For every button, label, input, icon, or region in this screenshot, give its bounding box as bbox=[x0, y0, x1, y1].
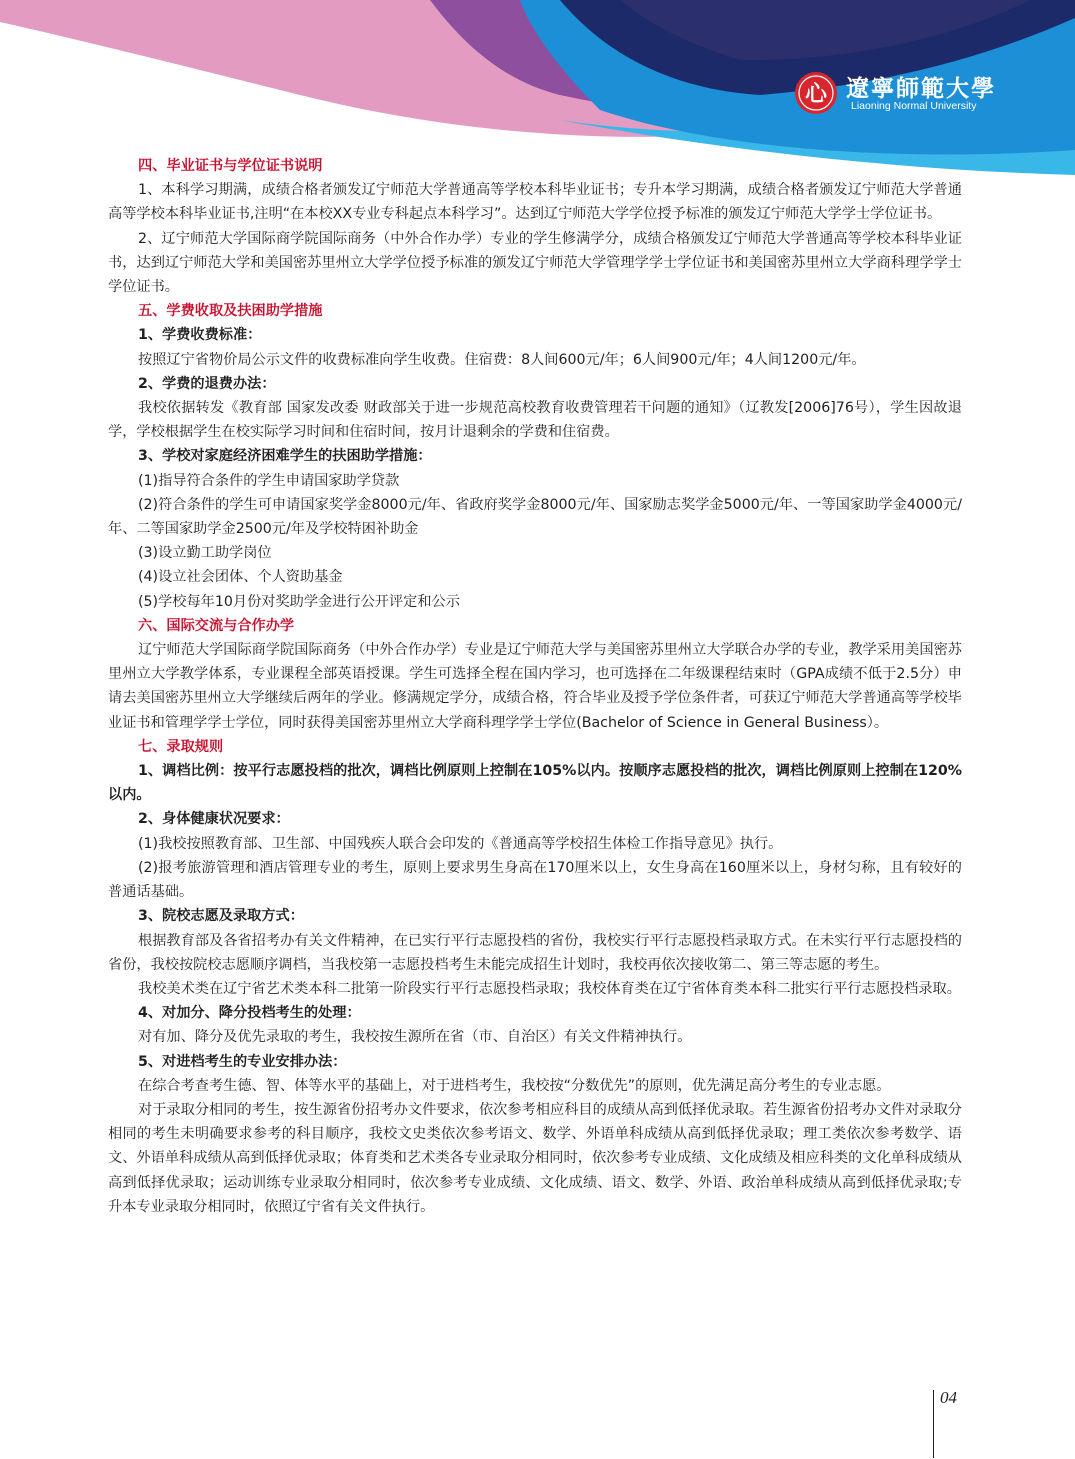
page-number-divider bbox=[933, 1390, 934, 1458]
paragraph: 按照辽宁省物价局公示文件的收费标准向学生收费。住宿费：8人间600元/年；6人间900元/年；4人间1200元/年。 bbox=[138, 351, 866, 368]
body-text bbox=[108, 154, 962, 1219]
subheading: 2、身体健康状况要求： bbox=[138, 811, 290, 828]
university-logo bbox=[794, 68, 1044, 118]
paragraph: 对有加、降分及优先录取的考生，我校按生源所在省（市、自治区）有关文件精神执行。 bbox=[138, 1029, 692, 1046]
subheading: 3、学校对家庭经济困难学生的扶困助学措施： bbox=[138, 448, 432, 465]
subheading: 3、院校志愿及录取方式： bbox=[138, 908, 304, 925]
subheading: 2、学费的退费办法： bbox=[138, 375, 276, 392]
paragraph: 我校依据转发《教育部 国家发改委 财政部关于进一步规范高校教育收费管理若干问题的通知》（辽教发[2006]76号），学生因故退学，学校根据学生在校实际学习时间和住宿时间，按月计退剩余的学费和住宿费。 bbox=[108, 400, 962, 441]
paragraph: (1)我校按照教育部、卫生部、中国残疾人联合会印发的《普通高等学校招生体检工作指导意见》执行。 bbox=[138, 835, 783, 852]
section-title-admission-rules: 七、录取规则 bbox=[138, 738, 224, 755]
paragraph: 2、辽宁师范大学国际商学院国际商务（中外合作办学）专业的学生修满学分，成绩合格颁发辽宁师范大学普通高等学校本科毕业证书，达到辽宁师范大学和美国密苏里州立大学学位授予标准的颁发辽宁师范大学管理学学士学位证书和美国密苏里州立大学商科理学学士学位证书。 bbox=[108, 230, 962, 296]
subheading: 1、调档比例：按平行志愿投档的批次，调档比例原则上控制在105%以内。按顺序志愿投档的批次，调档比例原则上控制在120%以内。 bbox=[108, 763, 962, 804]
list-item: (3)设立勤工助学岗位 bbox=[138, 545, 272, 562]
paragraph: 我校美术类在辽宁省艺术类本科二批第一阶段实行平行志愿投档录取；我校体育类在辽宁省体育类本科二批实行平行志愿投档录取。 bbox=[138, 980, 961, 997]
list-item: (5)学校每年10月份对奖助学金进行公开评定和公示 bbox=[138, 593, 460, 610]
paragraph: (2)报考旅游管理和酒店管理专业的考生，原则上要求男生身高在170厘米以上，女生身高在160厘米以上，身材匀称，且有较好的普通话基础。 bbox=[108, 859, 962, 901]
subheading: 1、学费收费标准： bbox=[138, 327, 262, 344]
subheading: 5、对进档考生的专业安排办法： bbox=[138, 1053, 347, 1070]
section-title-graduation-certificates: 四、毕业证书与学位证书说明 bbox=[138, 158, 323, 174]
section-title-international: 六、国际交流与合作办学 bbox=[138, 617, 295, 634]
paragraph: 对于录取分相同的考生，按生源省份招考办文件要求，依次参考相应科目的成绩从高到低择优录取。若生源省份招考办文件对录取分相同的考生未明确要求参考的科目顺序，我校文史类依次参考语文、数学、外语单科成绩从高到低择优录取；理工类依次参考数学、语文、外语单科成绩从高到低择优录取；体育类和艺术类各专业录取分相同时，依次参考专业成绩、文化成绩及相应科类的文化单科成绩从高到低择优录取；运动训练专业录取分相同时，依次参考专业成绩、文化成绩、语文、数学、外语、政治单科成绩从高到低择优录取;专升本专业录取分相同时，依照辽宁省有关文件执行。 bbox=[108, 1101, 962, 1215]
university-name-en: Liaoning Normal University bbox=[851, 100, 977, 112]
emblem-char: 心 bbox=[804, 81, 828, 107]
list-item: (2)符合条件的学生可申请国家奖学金8000元/年、省政府奖学金8000元/年、国家励志奖学金5000元/年、一等国家助学金4000元/年、二等国家助学金2500元/年及学校特困补助金 bbox=[108, 496, 962, 538]
list-item: (4)设立社会团体、个人资助基金 bbox=[138, 569, 343, 586]
university-emblem-icon bbox=[794, 71, 838, 115]
paragraph: 在综合考查考生德、智、体等水平的基础上，对于进档考生，我校按“分数优先”的原则，优先满足高分考生的专业志愿。 bbox=[138, 1077, 891, 1094]
paragraph: 根据教育部及各省招考办有关文件精神，在已实行平行志愿投档的省份，我校实行平行志愿投档录取方式。在未实行平行志愿投档的省份，我校按院校志愿顺序调档，当我校第一志愿投档考生未能完成招生计划时，我校再依次接收第二、第三等志愿的考生。 bbox=[108, 932, 962, 973]
university-name-cn: 遼寧師範大學 bbox=[846, 75, 996, 102]
page-number: 04 bbox=[940, 1388, 957, 1407]
list-item: (1)指导符合条件的学生申请国家助学贷款 bbox=[138, 472, 400, 489]
paragraph: 1、本科学习期满，成绩合格者颁发辽宁师范大学普通高等学校本科毕业证书；专升本学习期满，成绩合格者颁发辽宁师范大学普通高等学校本科毕业证书,注明“在本校XX专业专科起点本科学习”。达到辽宁师范大学学位授予标准的颁发辽宁师范大学学士学位证书。 bbox=[108, 182, 962, 223]
section-title-tuition: 五、学费收取及扶困助学措施 bbox=[138, 303, 323, 320]
paragraph: 辽宁师范大学国际商学院国际商务（中外合作办学）专业是辽宁师范大学与美国密苏里州立大学联合办学的专业，教学采用美国密苏里州立大学教学体系，专业课程全部英语授课。学生可选择全程在国内学习，也可选择在二年级课程结束时（GPA成绩不低于2.5分）申请去美国密苏里州立大学继续后两年的学业。修满规定学分，成绩合格，符合毕业及授予学位条件者，可获辽宁师范大学普通高等学校毕业证书和管理学学士学位，同时获得美国密苏里州立大学商科理学学士学位(Bachelor of Science in General Business）。 bbox=[108, 642, 962, 731]
subheading: 4、对加分、降分投档考生的处理： bbox=[138, 1005, 361, 1022]
